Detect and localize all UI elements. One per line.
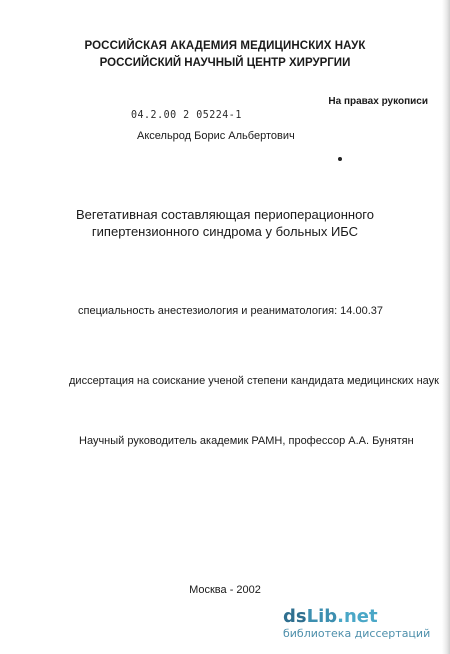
watermark-brand-ds: ds (283, 606, 307, 627)
scan-edge (442, 0, 450, 654)
watermark-brand-lib: Lib (306, 606, 338, 627)
thesis-title-line-2: гипертензионного синдрома у больных ИБС (91, 224, 359, 239)
institution-line-2: РОССИЙСКИЙ НАУЧНЫЙ ЦЕНТР ХИРУРГИИ (99, 57, 351, 69)
institution-line-1: РОССИЙСКАЯ АКАДЕМИЯ МЕДИЦИНСКИХ НАУК (84, 40, 366, 52)
dissertation-degree-line: диссертация на соискание ученой степени кандидата медицинских наук (69, 375, 439, 387)
city-year: Москва - 2002 (189, 584, 261, 596)
watermark-subtitle: библиотека диссертаций (283, 627, 431, 640)
supervisor-line: Научный руководитель академик РАМН, профессор А.А. Бунятян (79, 435, 414, 447)
specialty-line: специальность анестезиология и реаниматология: 14.00.37 (78, 305, 384, 317)
watermark-brand (283, 606, 378, 627)
rights-note: На правах рукописи (328, 96, 428, 107)
ink-dot (338, 157, 342, 161)
author-name: Аксельрод Борис Альбертович (137, 130, 295, 142)
registration-stamp: 04.2.00 2 05224-1 (131, 109, 242, 122)
watermark-brand-net: .net (337, 606, 378, 627)
thesis-title-line-1: Вегетативная составляющая периоперационного (76, 207, 374, 222)
